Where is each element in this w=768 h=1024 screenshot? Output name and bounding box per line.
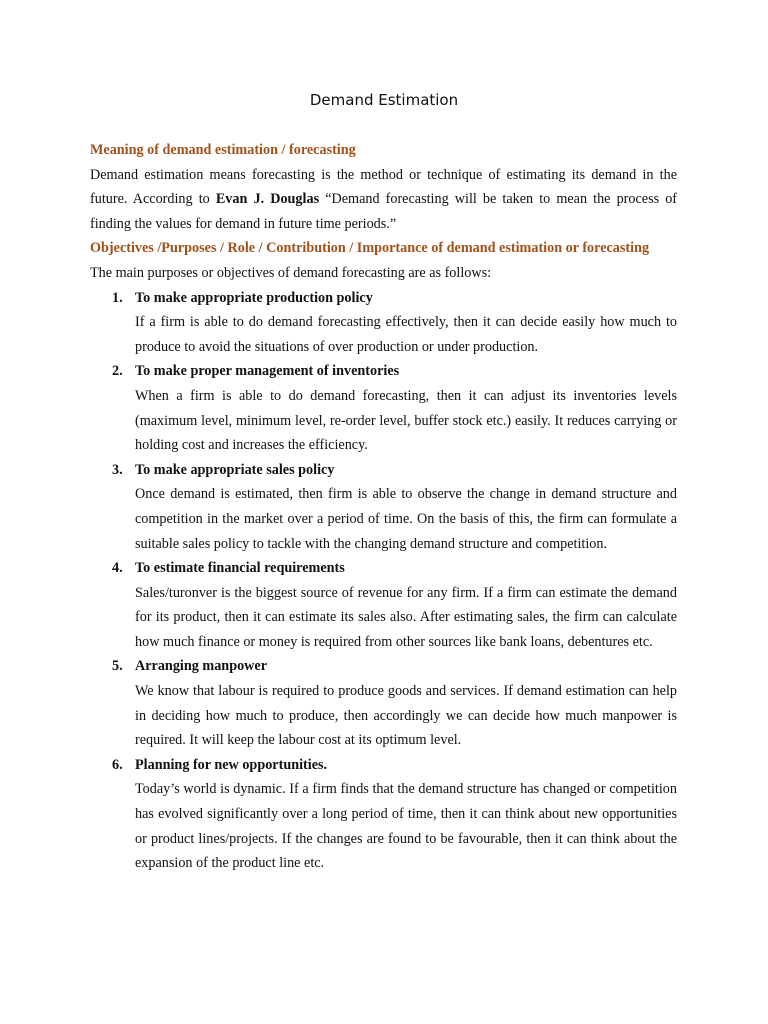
item-number: 1. <box>112 289 123 306</box>
item-body: When a firm is able to do demand forecasting, then it can adjust its inventories levels (maximum level, minimum level, re-order level, buffer stock etc.) easily. It reduces carrying or holding cost and increases the efficiency. <box>135 387 677 454</box>
list-item <box>90 654 677 752</box>
item-title: To estimate financial requirements <box>135 560 345 577</box>
list-item <box>90 458 677 556</box>
item-title: To make proper management of inventories <box>135 363 400 380</box>
item-number: 6. <box>112 756 123 773</box>
item-title: To make appropriate sales policy <box>135 461 335 478</box>
item-number: 3. <box>112 461 123 478</box>
item-body: Today’s world is dynamic. If a firm finds that the demand structure has changed or competition has evolved significantly over a long period of time, then it can think about new opportunities or product lines/projects. If the changes are found to be favourable, then it can think about the expansion of the product line etc. <box>135 781 677 872</box>
item-body: Once demand is estimated, then firm is able to observe the change in demand structure and competition in the market over a period of time. On the basis of this, the firm can formulate a suitable sales policy to tackle with the changing demand structure and competition. <box>135 486 677 552</box>
item-title: To make appropriate production policy <box>135 289 373 306</box>
meaning-text-1: Demand estimation means forecasting is the method or technique of estimating its demand in the future. According to <box>90 166 677 208</box>
page-title: Demand Estimation <box>309 91 459 109</box>
list-item <box>90 286 677 360</box>
meaning-quote: “Demand forecasting will be taken to mean the process of finding the values for demand in future time periods.” <box>90 191 678 232</box>
meaning-heading: Meaning of demand estimation / forecasting <box>90 142 356 158</box>
list-item <box>90 556 677 654</box>
list-item <box>90 753 677 876</box>
item-title: Arranging manpower <box>135 658 268 675</box>
item-number: 5. <box>112 658 123 675</box>
list-item <box>90 359 677 457</box>
document-body <box>90 138 677 876</box>
item-title: Planning for new opportunities. <box>135 756 328 773</box>
item-body: We know that labour is required to produce goods and services. If demand estimation can help in deciding how much to produce, then accordingly we can decide how much manpower is required. It will keep the labour cost at its optimum level. <box>135 683 677 749</box>
item-body: Sales/turonver is the biggest source of revenue for any firm. If a firm can estimate the demand for its product, then it can estimate its sales also. After estimating sales, the firm can calculate how much finance or money is required from other sources like bank loans, debentures etc. <box>135 584 677 650</box>
author-name: Evan J. Douglas <box>215 191 320 208</box>
objectives-heading: Objectives /Purposes / Role / Contribution / Importance of demand estimation or forecasting <box>90 240 650 257</box>
item-body: If a firm is able to do demand forecasting effectively, then it can decide easily how much to produce to avoid the situations of over production or under production. <box>135 314 677 355</box>
item-number: 2. <box>112 363 123 380</box>
item-number: 4. <box>112 560 123 577</box>
objectives-intro: The main purposes or objectives of demand forecasting are as follows: <box>90 264 492 281</box>
meaning-paragraph <box>90 163 677 237</box>
objectives-list <box>90 286 677 876</box>
